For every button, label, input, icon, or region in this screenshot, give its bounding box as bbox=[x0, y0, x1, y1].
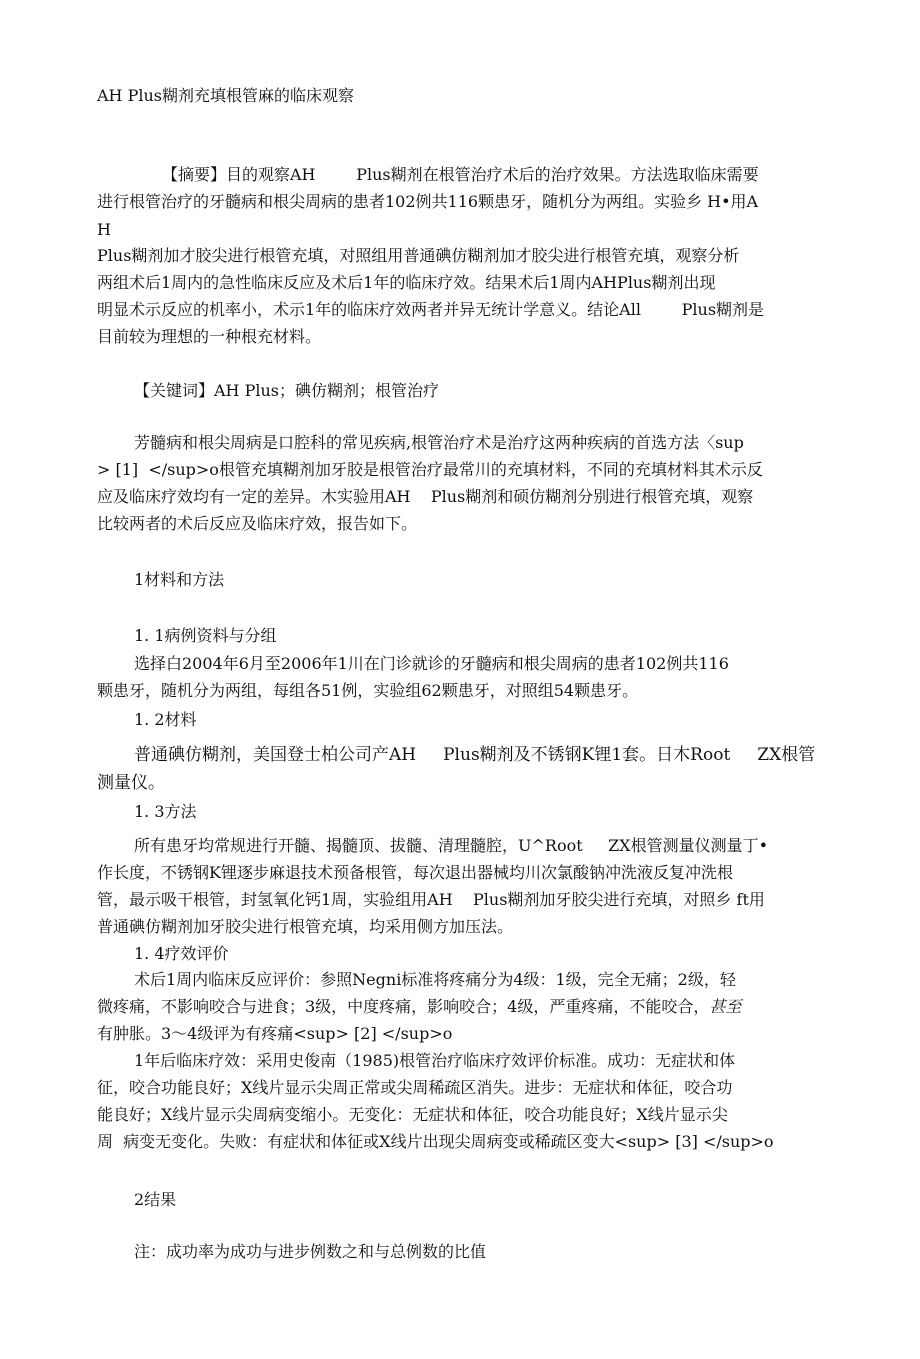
abstract-line: 目前较为理想的一种根充材料。 bbox=[97, 327, 322, 346]
abstract-line: 【摘要】目的观察AH Plus糊剂在根管治疗术后的治疗效果。方法选取临床需要 bbox=[162, 165, 759, 184]
section-heading: 2结果 bbox=[134, 1190, 177, 1209]
paragraph-line: 能良好；X线片显示尖周病变缩小。无变化：无症状和体征，咬合功能良好；X线片显示尖 bbox=[97, 1105, 728, 1124]
document-title: AH Plus糊剂充填根管麻的临床观察 bbox=[97, 86, 354, 105]
subsection-heading: 1. 3方法 bbox=[134, 802, 197, 821]
paragraph-line: 管，最示吸干根管，封氢氧化钙1周，实验组用AH Plus糊剂加牙胶尖进行充填，对照乡 ft用 bbox=[97, 890, 765, 909]
subsection-heading: 1. 2材料 bbox=[134, 710, 197, 729]
paragraph-line: 1年后临床疗效：采用史俊南（1985)根管治疗临床疗效评价标准。成功：无症状和体 bbox=[134, 1051, 736, 1070]
intro-line: 比较两者的术后反应及临床疗效，报告如下。 bbox=[97, 514, 418, 533]
paragraph-line: 征，咬合功能良好；X线片显示尖周正常或尖周稀疏区消失。进步：无症状和体征，咬合功 bbox=[97, 1078, 733, 1097]
paragraph-line: 颗患牙，随机分为两组，每组各51例，实验组62颗患牙，对照组54颗患牙。 bbox=[97, 681, 639, 700]
abstract-line: H bbox=[97, 220, 111, 239]
subsection-heading: 1. 4疗效评价 bbox=[134, 944, 229, 963]
paragraph-line bbox=[97, 997, 741, 1017]
abstract-line: Plus糊剂加才胶尖进行根管充填，对照组用普通碘仿糊剂加才胶尖进行根管充填，观察分析 bbox=[97, 246, 740, 265]
paragraph-line: 选择白2004年6月至2006年1川在门诊就诊的牙髓病和根尖周病的患者102例共116 bbox=[134, 654, 729, 673]
abstract-line: 明显术示反应的机率小，术示1年的临床疗效两者并异无统计学意义。结论All Plus糊剂是 bbox=[97, 300, 765, 319]
intro-line: > [1] </sup>o根管充填糊剂加牙胶是根管治疗最常川的充填材料，不同的充填材料其术示反 bbox=[97, 460, 763, 479]
paragraph-line: 有肿胀。3〜4级评为有疼痛<sup> [2] </sup>o bbox=[97, 1024, 453, 1043]
paragraph-line: 普通碘仿糊剂，美国登士柏公司产AH Plus糊剂及不锈钢K锂1套。日木Root ZX根管 bbox=[134, 745, 816, 765]
table-note: 注：成功率为成功与进步例数之和与总例数的比值 bbox=[134, 1242, 487, 1261]
abstract-line: 两组术后1周内的急性临床反应及术后1年的临床疗效。结果术后1周内AHPlus糊剂出现 bbox=[97, 273, 716, 292]
paragraph-line: 作长度，不锈钢K锂逐步麻退技术预备根管，每次退出器械均川次氯酸钠冲洗液反复冲洗根 bbox=[97, 863, 733, 882]
paragraph-line: 术后1周内临床反应评价：参照Negni标准将疼痛分为4级：1级，完全无痛；2级，轻 bbox=[134, 970, 736, 989]
italic-text: 甚至 bbox=[709, 997, 742, 1016]
intro-line: 应及临床疗效均有一定的差异。木实验用AH Plus糊剂和硕仿糊剂分别进行根管充填，观察 bbox=[97, 487, 754, 506]
paragraph-line: 所有患牙均常规进行开髓、揭髓顶、拔髓、清理髓腔，U^Root ZX根管测量仪测量丁• bbox=[134, 836, 769, 855]
intro-line: 芳髓病和根尖周病是口腔科的常见疾病,根管治疗术是治疗这两种疾病的首选方法〈sup bbox=[134, 433, 744, 452]
subsection-heading: 1. 1病例资料与分组 bbox=[134, 626, 277, 645]
keywords: 【关键词】AH Plus；碘仿糊剂；根管治疗 bbox=[134, 381, 439, 400]
abstract-line: 进行根管治疗的牙髓病和根尖周病的患者102例共116颗患牙，随机分为两组。实验乡 H•用A bbox=[97, 192, 759, 211]
paragraph-text: 微疼痛，不影响咬合与进食；3级，中度疼痛，影响咬合；4级，严重疼痛，不能咬合， bbox=[97, 997, 710, 1016]
paragraph-line: 普通碘仿糊剂加牙胶尖进行根管充填，均采用侧方加压法。 bbox=[97, 917, 514, 936]
section-heading: 1材料和方法 bbox=[134, 570, 225, 589]
paragraph-line: 周 病变无变化。失败：有症状和体征或X线片出现尖周病变或稀疏区变大<sup> [3] </sup>o bbox=[97, 1132, 774, 1151]
paragraph-line: 测量仪。 bbox=[97, 773, 165, 793]
